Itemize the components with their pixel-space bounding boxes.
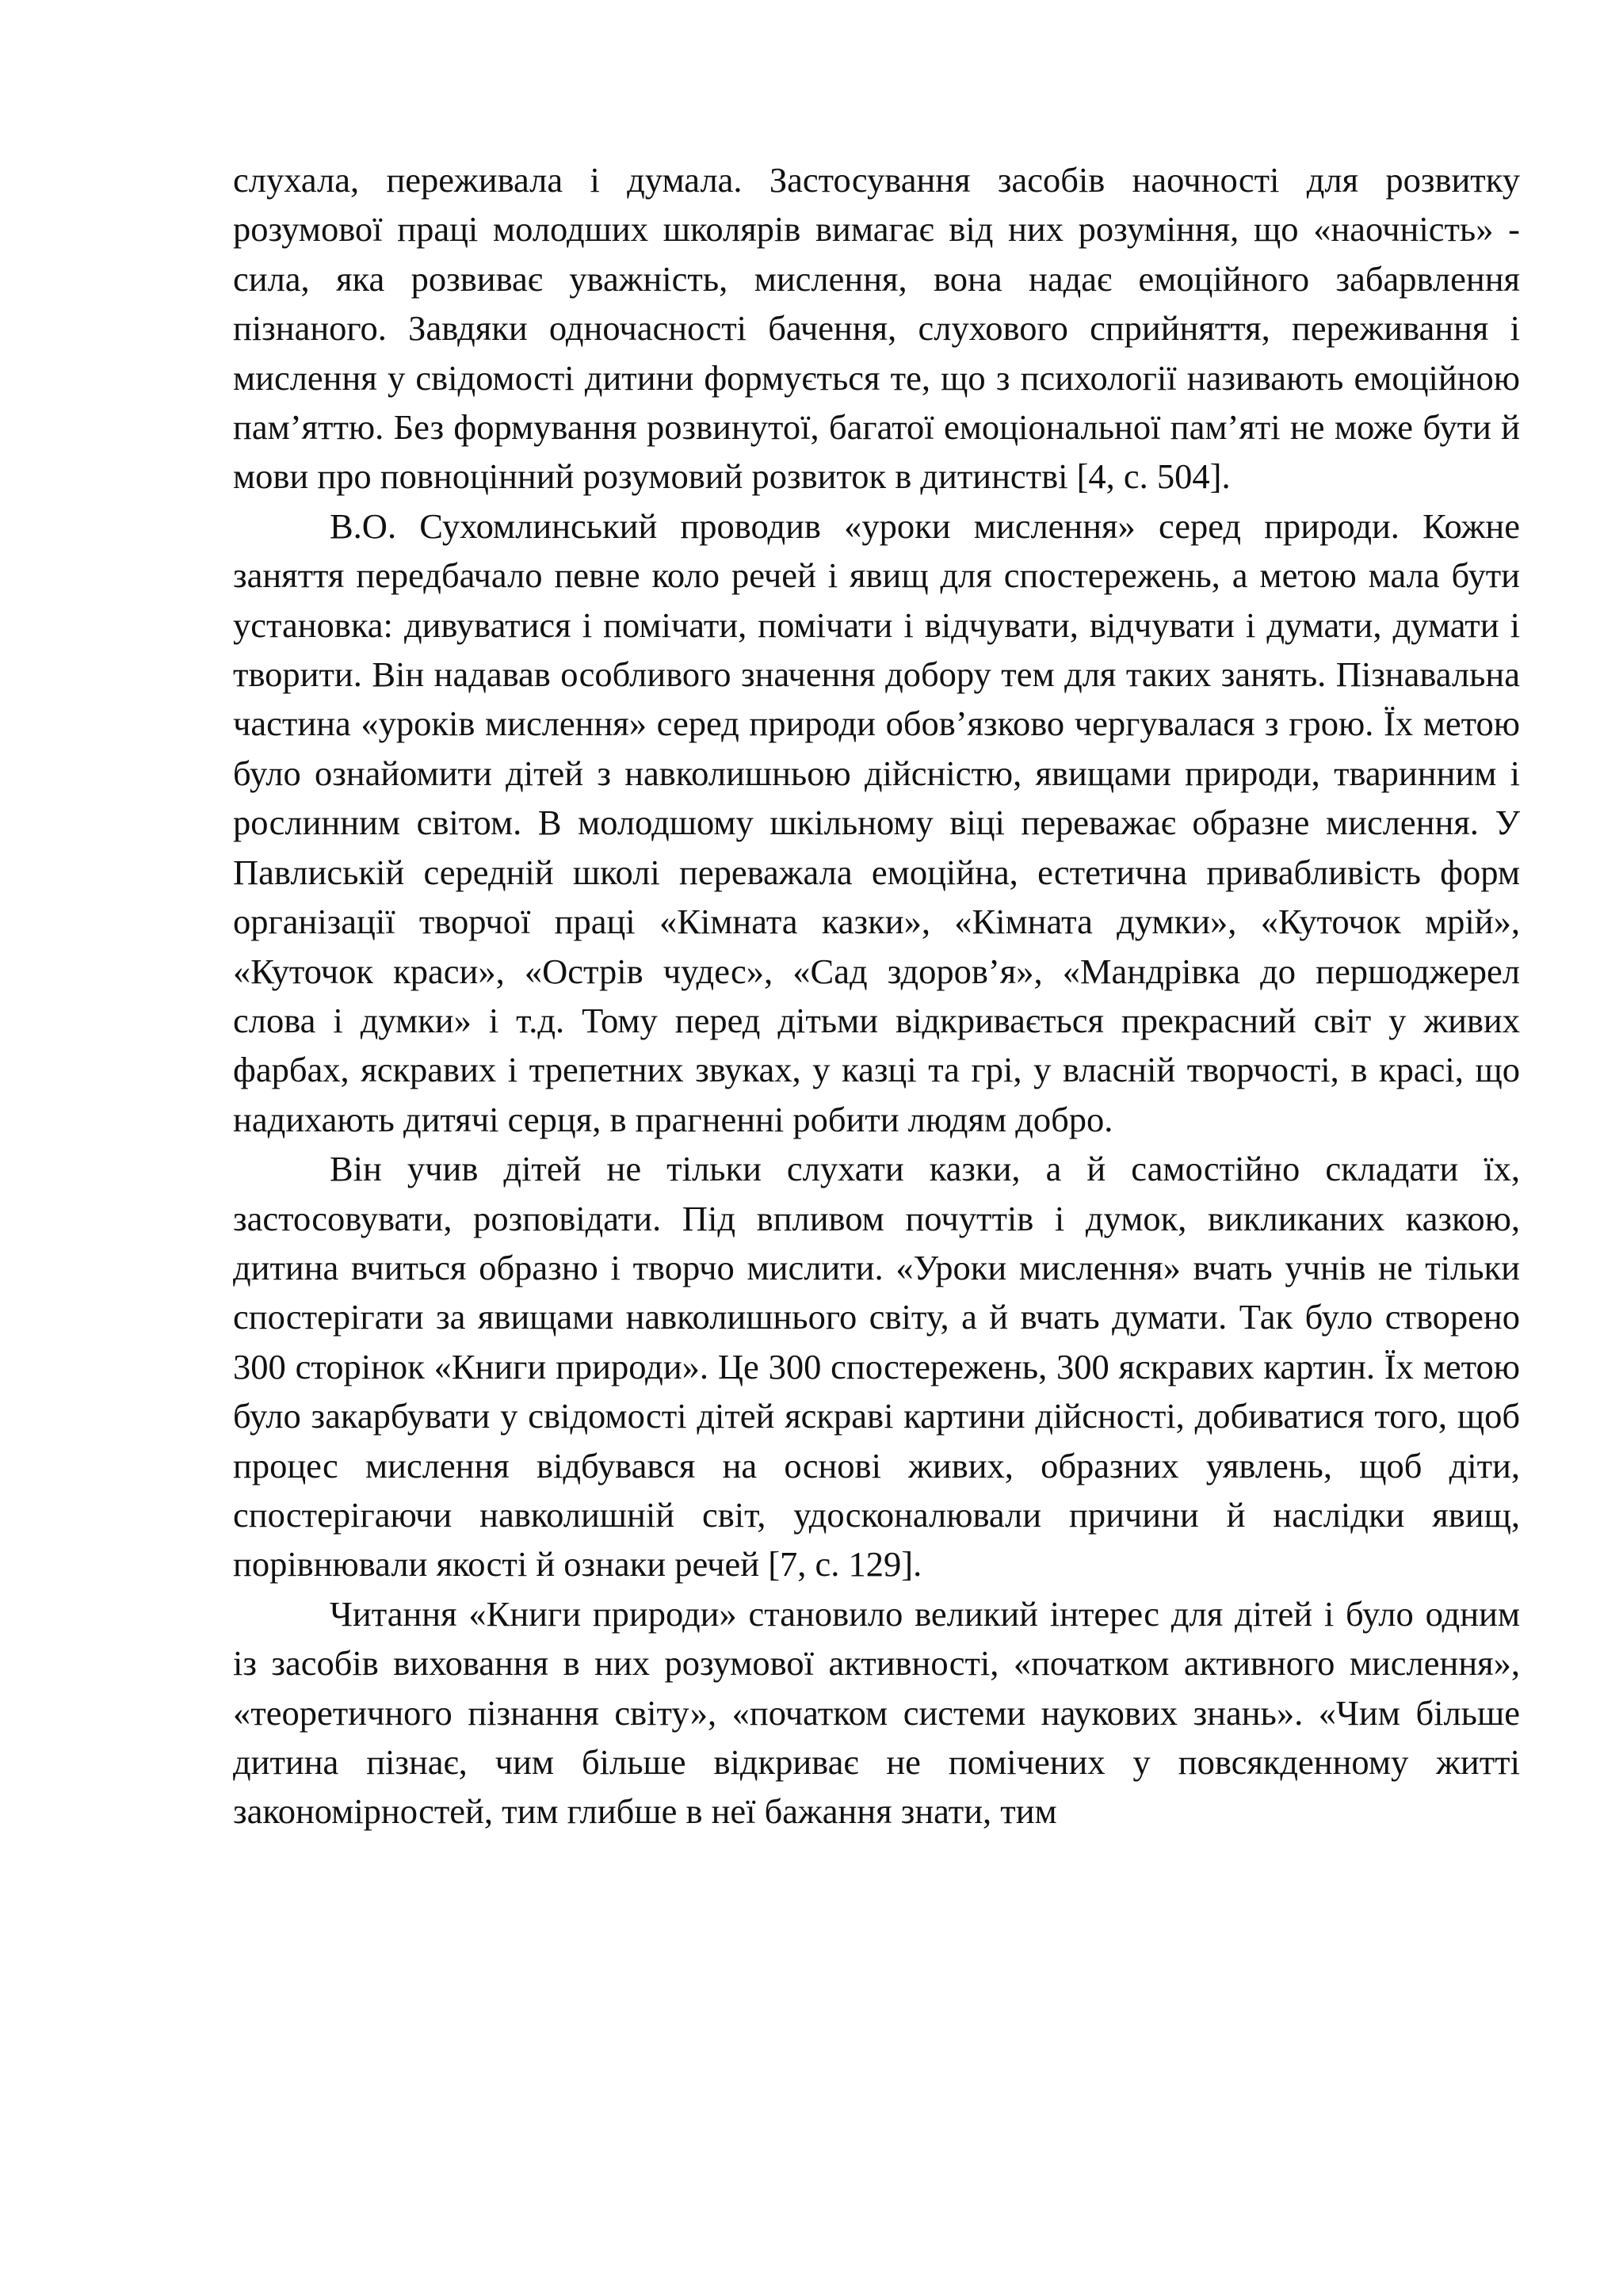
paragraph-3: Він учив дітей не тільки слухати казки, а й самостійно складати їх, застосовувати, розповідати. Під впливом почуттів і думок, викликаних казкою, дитина вчиться образно і творчо мислити. «Уроки мислення» вчать учнів не тільки спостерігати за явищами навколишнього світу, а й вчать думати. Так було створено 300 сторінок «Книги природи». Це 300 спостережень, 300 яскравих картин. Їх метою було закарбувати у свідомості дітей яскраві картини дійсності, добиватися того, щоб процес мислення відбувався на основі живих, образних уявлень, щоб діти, спостерігаючи навколишній світ, удосконалювали причини й наслідки явищ, порівнювали якості й ознаки речей [7, с. 129].: [233, 1149, 1520, 1585]
paragraph-4: Читання «Книги природи» становило великий інтерес для дітей і було одним із засобів виховання в них розумової активності, «початком активного мислення», «теоретичного пізнання світу», «початком системи наукових знань». «Чим більше дитина пізнає, чим більше відкриває не помічених у повсякденному житті закономірностей, тим глибше в неї бажання знати, тим: [233, 1593, 1520, 1832]
paragraph-1: слухала, переживала і думала. Застосування засобів наочності для розвитку розумової праці молодших школярів вимагає від них розуміння, що «наочність» - сила, яка розвиває уважність, мислення, вона надає емоційного забарвлення пізнаного. Завдяки одночасності бачення, слухового сприйняття, переживання і мислення у свідомості дитини формується те, що з психології називають емоційною пам’яттю. Без формування розвинутої, багатої емоціональної пам’яті не може бути й мови про повноцінний розумовий розвиток в дитинстві [4, с. 504].: [233, 160, 1520, 497]
paragraph-2: В.О. Сухомлинський проводив «уроки мислення» серед природи. Кожне заняття передбачало певне коло речей і явищ для спостережень, а метою мала бути установка: дивуватися і помічати, помічати і відчувати, відчувати і думати, думати і творити. Він надавав особливого значення добору тем для таких занять. Пізнавальна частина «уроків мислення» серед природи обов’язково чергувалася з грою. Їх метою було ознайомити дітей з навколишньою дійсністю, явищами природи, тваринним і рослинним світом. В молодшому шкільному віці переважає образне мислення. У Павлиській середній школі переважала емоційна, естетична привабливість форм організації творчої праці «Кімната казки», «Кімната думки», «Куточок мрій», «Куточок краси», «Острів чудес», «Сад здоров’я», «Мандрівка до першоджерел слова і думки» і т.д. Тому перед дітьми відкривається прекрасний світ у живих фарбах, яскравих і трепетних звуках, у казці та грі, у власній творчості, в красі, що надихають дитячі серця, в прагненні робити людям добро.: [233, 505, 1520, 1139]
document-page: [233, 155, 1520, 1836]
